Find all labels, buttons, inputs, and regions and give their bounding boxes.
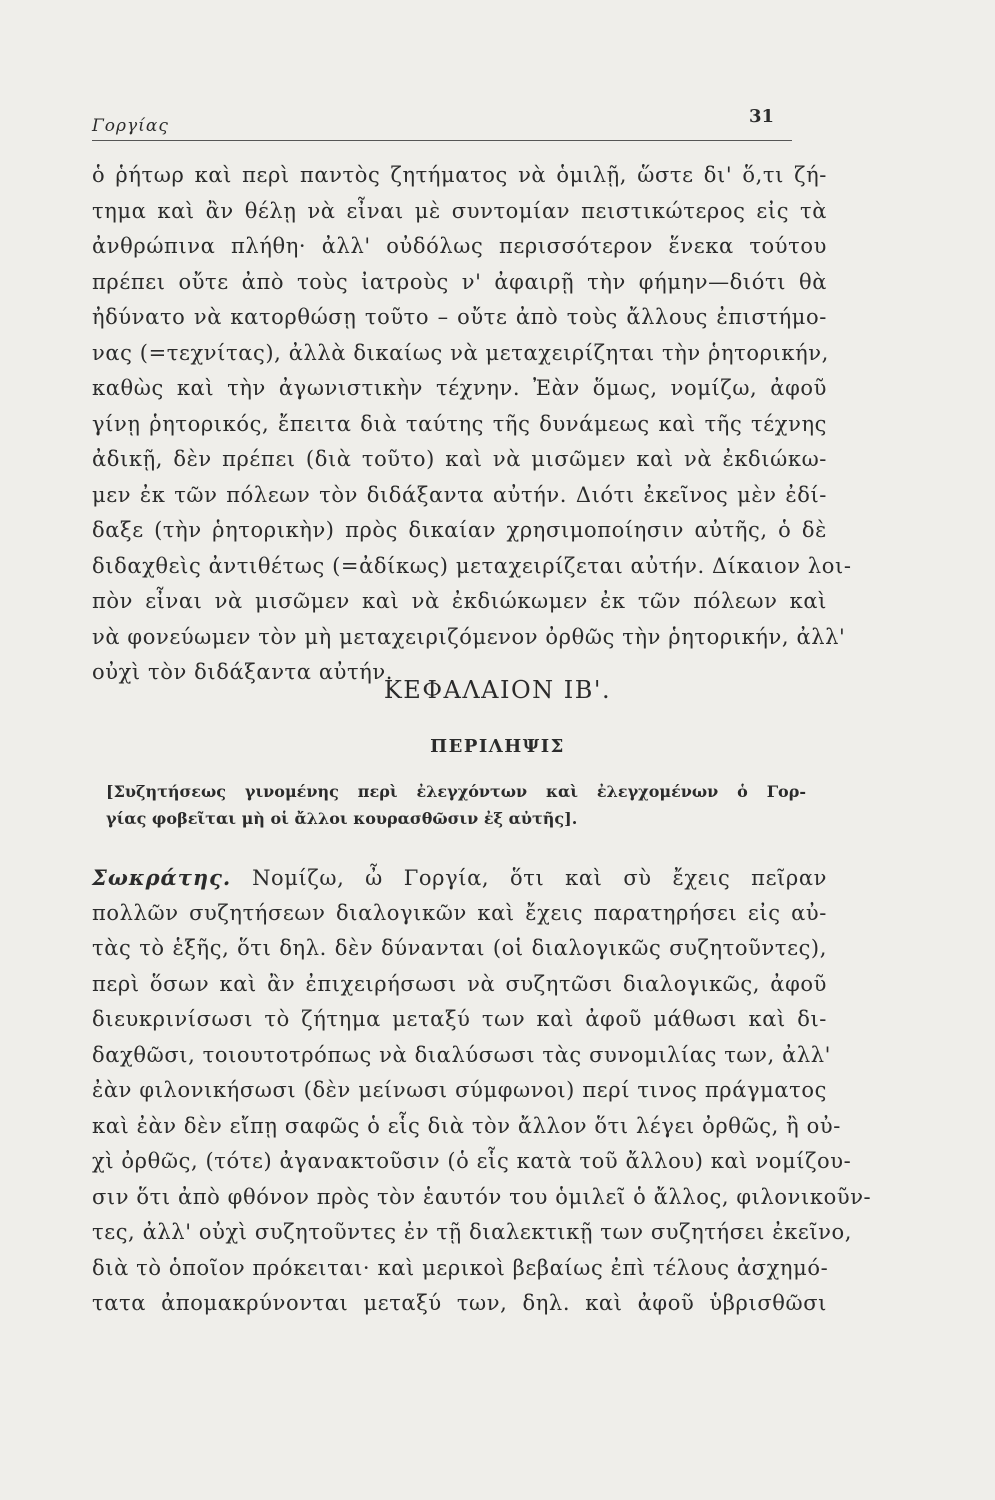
running-head xyxy=(92,106,792,142)
running-title: Γοργίας xyxy=(92,116,169,136)
text-line: γίνῃ ῥητορικός, ἔπειτα διὰ ταύτης τῆς δυνάμεως καὶ τῆς τέχνης xyxy=(92,411,827,436)
chapter-title: ΚΕΦΑΛΑΙΟΝ ΙΒ'. xyxy=(383,676,612,704)
text-line: τες, ἀλλ' οὐχὶ συζητοῦντες ἐν τῇ διαλεκτικῇ των συζητήσει ἐκεῖνο, xyxy=(92,1220,853,1244)
speaker-name: Σωκράτης. xyxy=(92,865,232,890)
text-line: μεν ἐκ τῶν πόλεων τὸν διδάξαντα αὐτήν. Διότι ἐκεῖνος μὲν ἐδί- xyxy=(92,482,827,507)
text-line: ἐὰν φιλονικήσωσι (δὲν μείνωσι σύμφωνοι) περί τινος πράγματος xyxy=(92,1078,827,1102)
summary-line: [Συζητήσεως γινομένης περὶ ἐλεγχόντων καὶ ἐλεγχομένων ὁ Γορ- xyxy=(106,782,806,801)
paragraph-continuation xyxy=(92,158,852,691)
text-line: διδαχθεὶς ἀντιθέτως (=ἀδίκως) μεταχειρίζεται αὐτήν. Δίκαιον λοι- xyxy=(92,553,852,578)
text-line: διευκρινίσωσι τὸ ζήτημα μεταξύ των καὶ ἀφοῦ μάθωσι καὶ δι- xyxy=(92,1007,827,1031)
text-line: δαξε (τὴν ῥητορικὴν) πρὸς δικαίαν χρησιμοποίησιν αὐτῆς, ὁ δὲ xyxy=(92,518,827,542)
speech-start: Νομίζω, ὦ Γοργία, ὅτι καὶ σὺ ἔχεις πεῖραν xyxy=(252,866,827,890)
header-rule xyxy=(92,140,792,141)
text-line: πολλῶν συζητήσεων διαλογικῶν καὶ ἔχεις παρατηρήσει εἰς αὐ- xyxy=(92,900,827,925)
text-line: τὰς τὸ ἑξῆς, ὅτι δηλ. δὲν δύνανται (οἱ διαλογικῶς συζητοῦντες), xyxy=(92,936,827,960)
text-line: ἠδύνατο νὰ κατορθώσῃ τοῦτο – οὔτε ἀπὸ τοὺς ἄλλους ἐπιστήμο- xyxy=(92,305,827,329)
text-line: δαχθῶσι, τοιουτοτρόπως νὰ διαλύσωσι τὰς συνομιλίας των, ἀλλ' xyxy=(92,1042,832,1067)
text-line: νας (=τεχνίτας), ἀλλὰ δικαίως νὰ μεταχειρίζηται τὴν ῥητορικήν, xyxy=(92,340,829,365)
text-line: οὐχὶ τὸν διδάξαντα αὐτήν. xyxy=(92,660,394,684)
text-line: ὁ ῥήτωρ καὶ περὶ παντὸς ζητήματος νὰ ὁμιλῇ, ὥστε δι' ὅ,τι ζή- xyxy=(92,163,827,187)
text-line: πὸν εἶναι νὰ μισῶμεν καὶ νὰ ἐκδιώκωμεν ἐκ τῶν πόλεων καὶ xyxy=(92,589,827,613)
summary-line: γίας φοβεῖται μὴ οἱ ἄλλοι κουρασθῶσιν ἐξ αὐτῆς]. xyxy=(106,809,578,828)
text-line: τατα ἀπομακρύνονται μεταξύ των, δηλ. καὶ ἀφοῦ ὑβρισθῶσι xyxy=(92,1291,827,1315)
text-line: διὰ τὸ ὁποῖον πρόκειται· καὶ μερικοὶ βεβαίως ἐπὶ τέλους ἀσχημό- xyxy=(92,1255,829,1280)
text-line: ἀδικῇ, δὲν πρέπει (διὰ τοῦτο) καὶ νὰ μισῶμεν καὶ νὰ ἐκδιώκω- xyxy=(92,447,827,471)
dialogue-paragraph xyxy=(92,860,872,1322)
text-line xyxy=(92,860,827,896)
text-line: ἀνθρώπινα πλήθη· ἀλλ' οὐδόλως περισσότερον ἕνεκα τούτου xyxy=(92,234,827,258)
summary-title: ΠΕΡΙΛΗΨΙΣ xyxy=(430,736,565,757)
text-line: περὶ ὅσων καὶ ἂν ἐπιχειρήσωσι νὰ συζητῶσι διαλογικῶς, ἀφοῦ xyxy=(92,971,827,996)
page-number: 31 xyxy=(748,106,774,127)
text-line: πρέπει οὔτε ἀπὸ τοὺς ἰατροὺς ν' ἀφαιρῇ τὴν φήμην—διότι θὰ xyxy=(92,269,827,294)
text-line: σιν ὅτι ἀπὸ φθόνον πρὸς τὸν ἑαυτόν του ὁμιλεῖ ὁ ἄλλος, φιλονικοῦν- xyxy=(92,1184,872,1209)
text-line: καθὼς καὶ τὴν ἀγωνιστικὴν τέχνην. Ἐὰν ὅμως, νομίζω, ἀφοῦ xyxy=(92,376,827,400)
text-line: τημα καὶ ἂν θέλῃ νὰ εἶναι μὲ συντομίαν πειστικώτερος εἰς τὰ xyxy=(92,198,827,223)
text-line: χὶ ὀρθῶς, (τότε) ἀγανακτοῦσιν (ὁ εἷς κατὰ τοῦ ἄλλου) καὶ νομίζου- xyxy=(92,1149,852,1173)
text-line: καὶ ἐὰν δὲν εἴπῃ σαφῶς ὁ εἷς διὰ τὸν ἄλλον ὅτι λέγει ὀρθῶς, ἢ οὐ- xyxy=(92,1113,841,1138)
text-line: νὰ φονεύωμεν τὸν μὴ μεταχειριζόμενον ὀρθῶς τὴν ῥητορικήν, ἀλλ' xyxy=(92,624,846,649)
chapter-summary xyxy=(106,778,806,832)
